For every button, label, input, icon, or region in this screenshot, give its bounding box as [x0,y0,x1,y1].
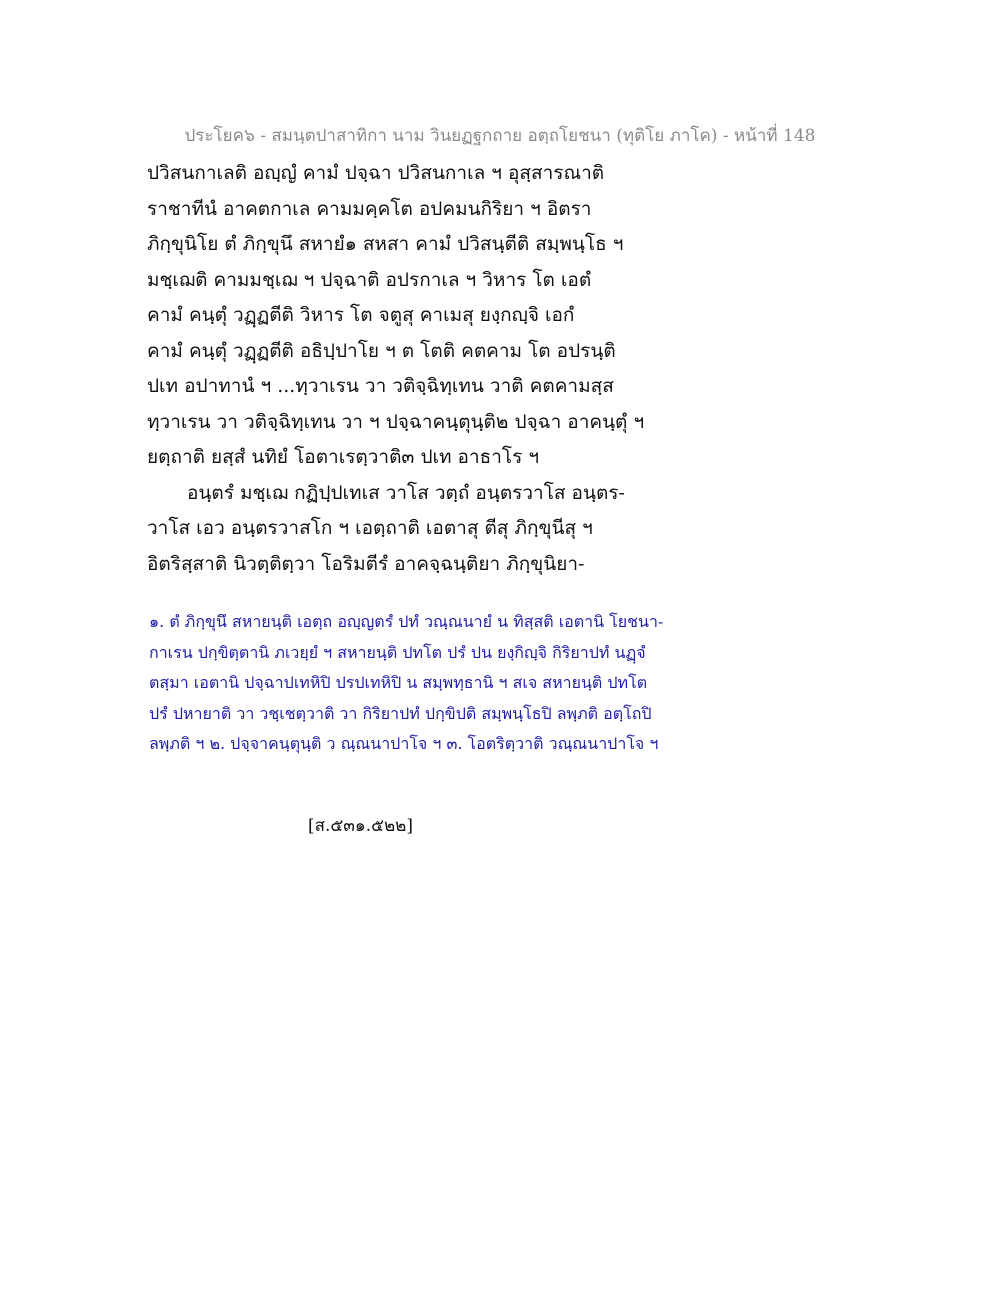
main-text [147,156,867,582]
footnotes [149,607,869,760]
main-text-line: อิตริสฺสาติ นิวตฺติตฺวา โอริมตีรํ อาคจฺฉนฺติยา ภิกฺขุนิยา- [147,552,585,575]
main-text-line: คามํ คนฺตุํ วฏฺฏตีติ อธิปฺปาโย ฯ ต โตติ คตคาม โต อปรนฺติ [147,339,616,362]
page-header: ประโยค๖ - สมนฺตปาสาทิกา นาม วินยฏฐกถาย อตฺถโยชนา (ทุติโย ภาโค) - หน้าที่ 148 [184,126,816,146]
main-text-line: คามํ คนฺตุํ วฏฺฏตีติ วิหาร โต จตูสุ คาเมสุ ยงฺกญฺจิ เอกํ [147,304,575,326]
footnote-line: ๑. ตํ ภิกฺขุนึ สหายนฺติ เอตฺถ อญฺญตรํ ปทํ วณฺณนายํ น ทิสฺสติ เอตานิ โยชนา- [149,612,664,631]
footnote-line: ตสฺมา เอตานิ ปจฺฉาปเทหิปิ ปรปเทหิปิ น สมฺพทฺธานิ ฯ สเจ สหายนฺติ ปทโต [149,673,648,693]
page-reference: [ส.๕๓๑.๕๒๒] [308,816,414,836]
main-text-line: ปเท อปาทานํ ฯ ...ทฺวาเรน วา วติจฺฉิทฺเทน วาติ คตคามสฺส [147,375,614,397]
footnote-line: กาเรน ปกฺขิตฺตานิ ภเวยฺยํ ฯ สหายนฺติ ปทโต ปรํ ปน ยงฺกิญฺจิ กิริยาปทํ นฏฺจํ [149,642,646,662]
main-text-line: ยตฺถาติ ยสฺสํ นทิยํ โอตาเรตฺวาติ๓ ปเท อาธาโร ฯ [147,446,540,468]
footnote-line: ปรํ ปหายาติ วา วชฺเชตฺวาติ วา กิริยาปทํ ปกฺขิปติ สมฺพนฺโธปิ ลพฺภติ อตฺโถปิ [149,703,652,723]
main-text-line: ทฺวาเรน วา วติจฺฉิทฺเทน วา ฯ ปจฺฉาคนฺตุนฺติ๒ ปจฺฉา อาคนฺตุํ ฯ [147,410,645,433]
main-text-line: ราชาทีนํ อาคตกาเล คามมคฺคโต อปคมนกิริยา ฯ อิตรา [147,197,592,220]
main-text-line: มชฺเฌติ คามมชฺเฌ ฯ ปจฺฉาติ อปรกาเล ฯ วิหาร โต เอตํ [147,268,592,291]
paragraph-start-line: อนฺตรํ มชฺเฌ กฏิปฺปเทเส วาโส วตฺถํ อนฺตรวาโส อนฺตร- [187,481,625,504]
main-text-line: ภิกฺขุนิโย ตํ ภิกฺขุนึ สหายํ๑ สหสา คามํ ปวิสนฺตีติ สมฺพนฺโธ ฯ [147,233,624,255]
main-text-line: วาโส เอว อนฺตรวาสโก ฯ เอตฺถาติ เอตาสุ ตีสุ ภิกฺขุนีสุ ฯ [147,517,593,539]
footnote-line: ลพฺภติ ฯ ๒. ปจฺจาคนฺตุนฺติ ว ณฺณนาปาโจ ฯ ๓. โอตริตฺวาติ วณฺณนาปาโจ ฯ [149,734,659,754]
main-text-line: ปวิสนกาเลติ อญฺญํ คามํ ปจฺฉา ปวิสนกาเล ฯ อุสฺสารณาติ [147,162,605,184]
